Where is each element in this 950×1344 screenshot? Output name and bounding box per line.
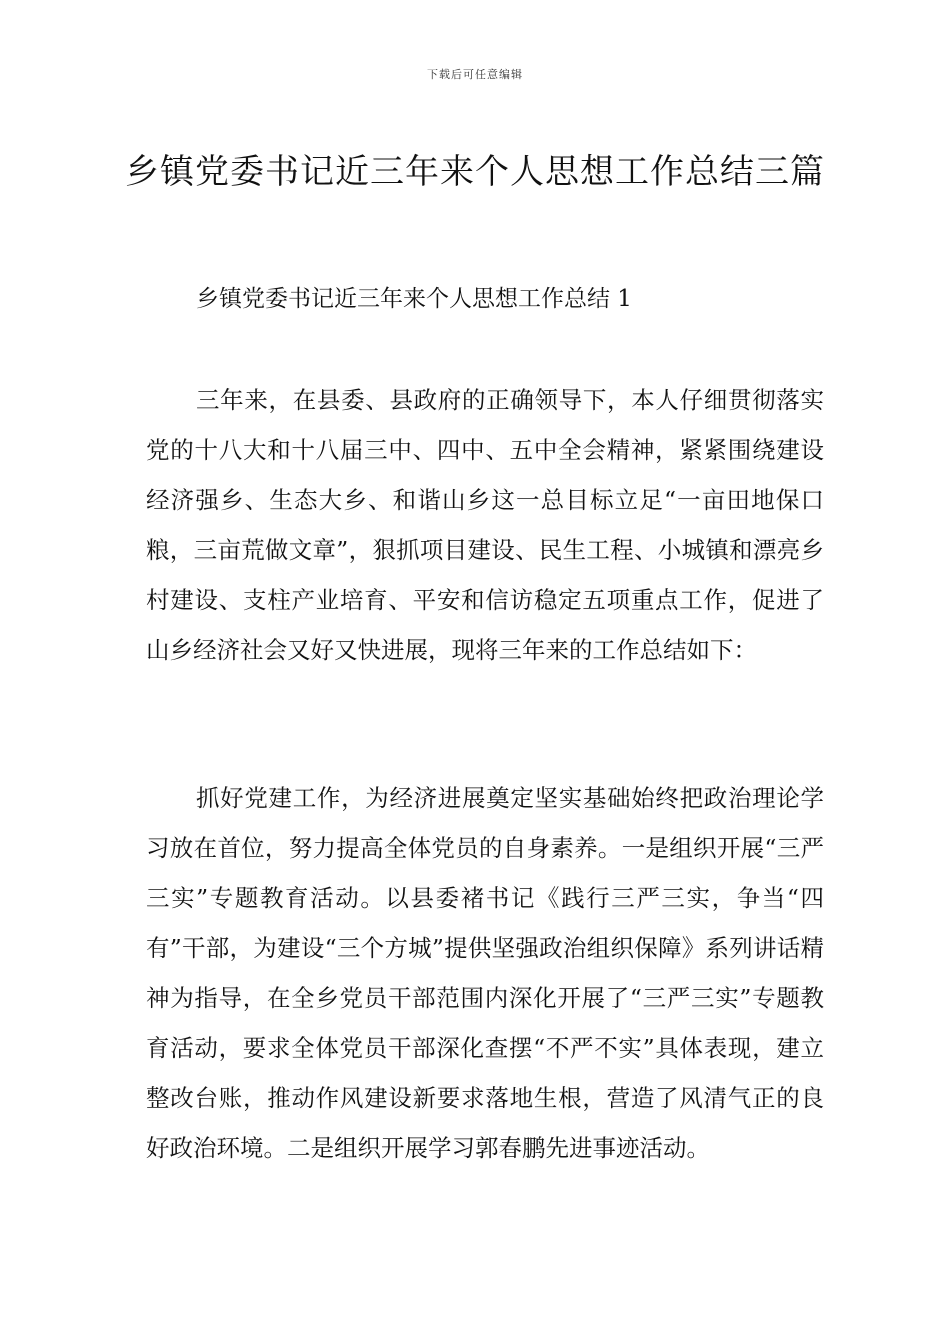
document-title: 乡镇党委书记近三年来个人思想工作总结三篇: [125, 151, 825, 192]
document-subtitle: 乡镇党委书记近三年来个人思想工作总结 1: [196, 286, 632, 312]
body-paragraph: 抓好党建工作，为经济进展奠定坚实基础始终把政治理论学习放在首位，努力提高全体党员的自身素养。一是组织开展“三严三实”专题教育活动。以县委褚书记《践行三严三实，争当“四有”干部，为建设“三个方城”提供坚强政治组织保障》系列讲话精神为指导，在全乡党员干部范围内深化开展了“三严三实”专题教育活动，要求全体党员干部深化查摆“不严不实”具体表现，建立整改台账，推动作风建设新要求落地生根，营造了风清气正的良好政治环境。二是组织开展学习郭春鹏先进事迹活动。: [146, 784, 824, 1162]
body-paragraph: 三年来，在县委、县政府的正确领导下，本人仔细贯彻落实党的十八大和十八届三中、四中、五中全会精神，紧紧围绕建设经济强乡、生态大乡、和谐山乡这一总目标立足“一亩田地保口粮，三亩荒做文章”，狠抓项目建设、民生工程、小城镇和漂亮乡村建设、支柱产业培育、平安和信访稳定五项重点工作，促进了山乡经济社会又好又快进展，现将三年来的工作总结如下：: [146, 386, 824, 664]
header-note: 下载后可任意编辑: [427, 68, 523, 81]
